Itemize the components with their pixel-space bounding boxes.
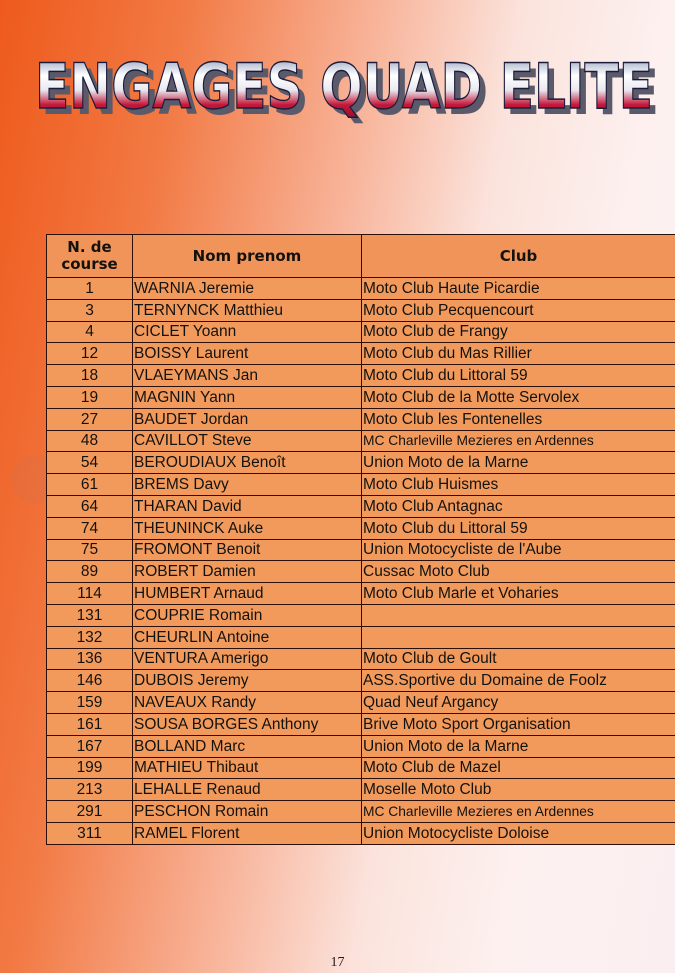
club-cell: Quad Neuf Argancy	[362, 692, 675, 714]
race-number-cell: 61	[47, 474, 133, 496]
table-row	[47, 626, 675, 648]
table-row	[47, 779, 675, 801]
race-number-cell: 131	[47, 604, 133, 626]
table-header-row	[47, 235, 675, 278]
entries-table	[46, 234, 675, 845]
race-number-cell: 27	[47, 408, 133, 430]
race-number-cell: 291	[47, 801, 133, 823]
table-row	[47, 517, 675, 539]
club-cell: Moto Club de Frangy	[362, 321, 675, 343]
rider-name-cell: ROBERT Damien	[133, 561, 362, 583]
club-cell: Moto Club Marle et Voharies	[362, 583, 675, 605]
club-cell: MC Charleville Mezieres en Ardennes	[362, 430, 675, 452]
rider-name-cell: MAGNIN Yann	[133, 386, 362, 408]
rider-name-cell: SOUSA BORGES Anthony	[133, 713, 362, 735]
race-number-cell: 3	[47, 299, 133, 321]
club-cell: Union Motocycliste Doloise	[362, 822, 675, 844]
club-cell: Moto Club du Mas Rillier	[362, 343, 675, 365]
rider-name-cell: COUPRIE Romain	[133, 604, 362, 626]
table-row	[47, 822, 675, 844]
race-number-cell: 159	[47, 692, 133, 714]
race-number-cell: 114	[47, 583, 133, 605]
header-number: N. de course	[47, 235, 133, 278]
rider-name-cell: VLAEYMANS Jan	[133, 365, 362, 387]
race-number-cell: 54	[47, 452, 133, 474]
race-number-cell: 18	[47, 365, 133, 387]
table-row	[47, 561, 675, 583]
race-number-cell: 311	[47, 822, 133, 844]
club-cell: MC Charleville Mezieres en Ardennes	[362, 801, 675, 823]
table-row	[47, 386, 675, 408]
table-row	[47, 495, 675, 517]
race-number-cell: 213	[47, 779, 133, 801]
club-cell	[362, 604, 675, 626]
race-number-cell: 48	[47, 430, 133, 452]
club-cell: Moselle Moto Club	[362, 779, 675, 801]
header-name: Nom prenom	[133, 235, 362, 278]
table-row	[47, 670, 675, 692]
table-row	[47, 735, 675, 757]
table-row	[47, 365, 675, 387]
header-club: Club	[362, 235, 675, 278]
table-row	[47, 648, 675, 670]
table-row	[47, 408, 675, 430]
race-number-cell: 64	[47, 495, 133, 517]
race-number-cell: 161	[47, 713, 133, 735]
page-number: 17	[330, 955, 345, 970]
table-body	[47, 278, 675, 845]
club-cell: Moto Club Huismes	[362, 474, 675, 496]
race-number-cell: 1	[47, 278, 133, 300]
club-cell: Moto Club les Fontenelles	[362, 408, 675, 430]
rider-name-cell: CAVILLOT Steve	[133, 430, 362, 452]
rider-name-cell: VENTURA Amerigo	[133, 648, 362, 670]
club-cell: Union Moto de la Marne	[362, 735, 675, 757]
rider-name-cell: FROMONT Benoit	[133, 539, 362, 561]
club-cell: Moto Club du Littoral 59	[362, 517, 675, 539]
rider-name-cell: BREMS Davy	[133, 474, 362, 496]
rider-name-cell: NAVEAUX Randy	[133, 692, 362, 714]
club-cell: ASS.Sportive du Domaine de Foolz	[362, 670, 675, 692]
race-number-cell: 12	[47, 343, 133, 365]
table-row	[47, 604, 675, 626]
table-row	[47, 713, 675, 735]
rider-name-cell: BEROUDIAUX Benoît	[133, 452, 362, 474]
race-number-cell: 4	[47, 321, 133, 343]
table-row	[47, 757, 675, 779]
rider-name-cell: MATHIEU Thibaut	[133, 757, 362, 779]
race-number-cell: 167	[47, 735, 133, 757]
rider-name-cell: CHEURLIN Antoine	[133, 626, 362, 648]
table-row	[47, 321, 675, 343]
title-shadow: ENGAGES QUAD ELITE	[41, 56, 659, 129]
club-cell: Moto Club de la Motte Servolex	[362, 386, 675, 408]
rider-name-cell: THEUNINCK Auke	[133, 517, 362, 539]
club-cell: Moto Club de Goult	[362, 648, 675, 670]
rider-name-cell: BOLLAND Marc	[133, 735, 362, 757]
club-cell: Moto Club Pecquencourt	[362, 299, 675, 321]
table-row	[47, 801, 675, 823]
rider-name-cell: BAUDET Jordan	[133, 408, 362, 430]
table-row	[47, 430, 675, 452]
race-number-cell: 146	[47, 670, 133, 692]
table-row	[47, 343, 675, 365]
background-ghost-left: ●	[8, 438, 64, 512]
club-cell	[362, 626, 675, 648]
rider-name-cell: DUBOIS Jeremy	[133, 670, 362, 692]
club-cell: Moto Club de Mazel	[362, 757, 675, 779]
race-number-cell: 199	[47, 757, 133, 779]
rider-name-cell: CICLET Yoann	[133, 321, 362, 343]
club-cell: Brive Moto Sport Organisation	[362, 713, 675, 735]
race-number-cell: 74	[47, 517, 133, 539]
page-title	[26, 22, 666, 132]
table-row	[47, 452, 675, 474]
club-cell: Cussac Moto Club	[362, 561, 675, 583]
race-number-cell: 132	[47, 626, 133, 648]
rider-name-cell: BOISSY Laurent	[133, 343, 362, 365]
rider-name-cell: THARAN David	[133, 495, 362, 517]
club-cell: Moto Club du Littoral 59	[362, 365, 675, 387]
table-row	[47, 278, 675, 300]
rider-name-cell: HUMBERT Arnaud	[133, 583, 362, 605]
club-cell: Moto Club Haute Picardie	[362, 278, 675, 300]
title-text: ENGAGES QUAD ELITE	[35, 50, 653, 123]
rider-name-cell: RAMEL Florent	[133, 822, 362, 844]
race-number-cell: 136	[47, 648, 133, 670]
table-row	[47, 299, 675, 321]
race-number-cell: 75	[47, 539, 133, 561]
rider-name-cell: TERNYNCK Matthieu	[133, 299, 362, 321]
rider-name-cell: LEHALLE Renaud	[133, 779, 362, 801]
rider-name-cell: PESCHON Romain	[133, 801, 362, 823]
race-number-cell: 19	[47, 386, 133, 408]
club-cell: Union Moto de la Marne	[362, 452, 675, 474]
rider-name-cell: WARNIA Jeremie	[133, 278, 362, 300]
table-row	[47, 474, 675, 496]
race-number-cell: 89	[47, 561, 133, 583]
table-row	[47, 539, 675, 561]
club-cell: Union Motocycliste de l'Aube	[362, 539, 675, 561]
table-row	[47, 583, 675, 605]
club-cell: Moto Club Antagnac	[362, 495, 675, 517]
table-row	[47, 692, 675, 714]
